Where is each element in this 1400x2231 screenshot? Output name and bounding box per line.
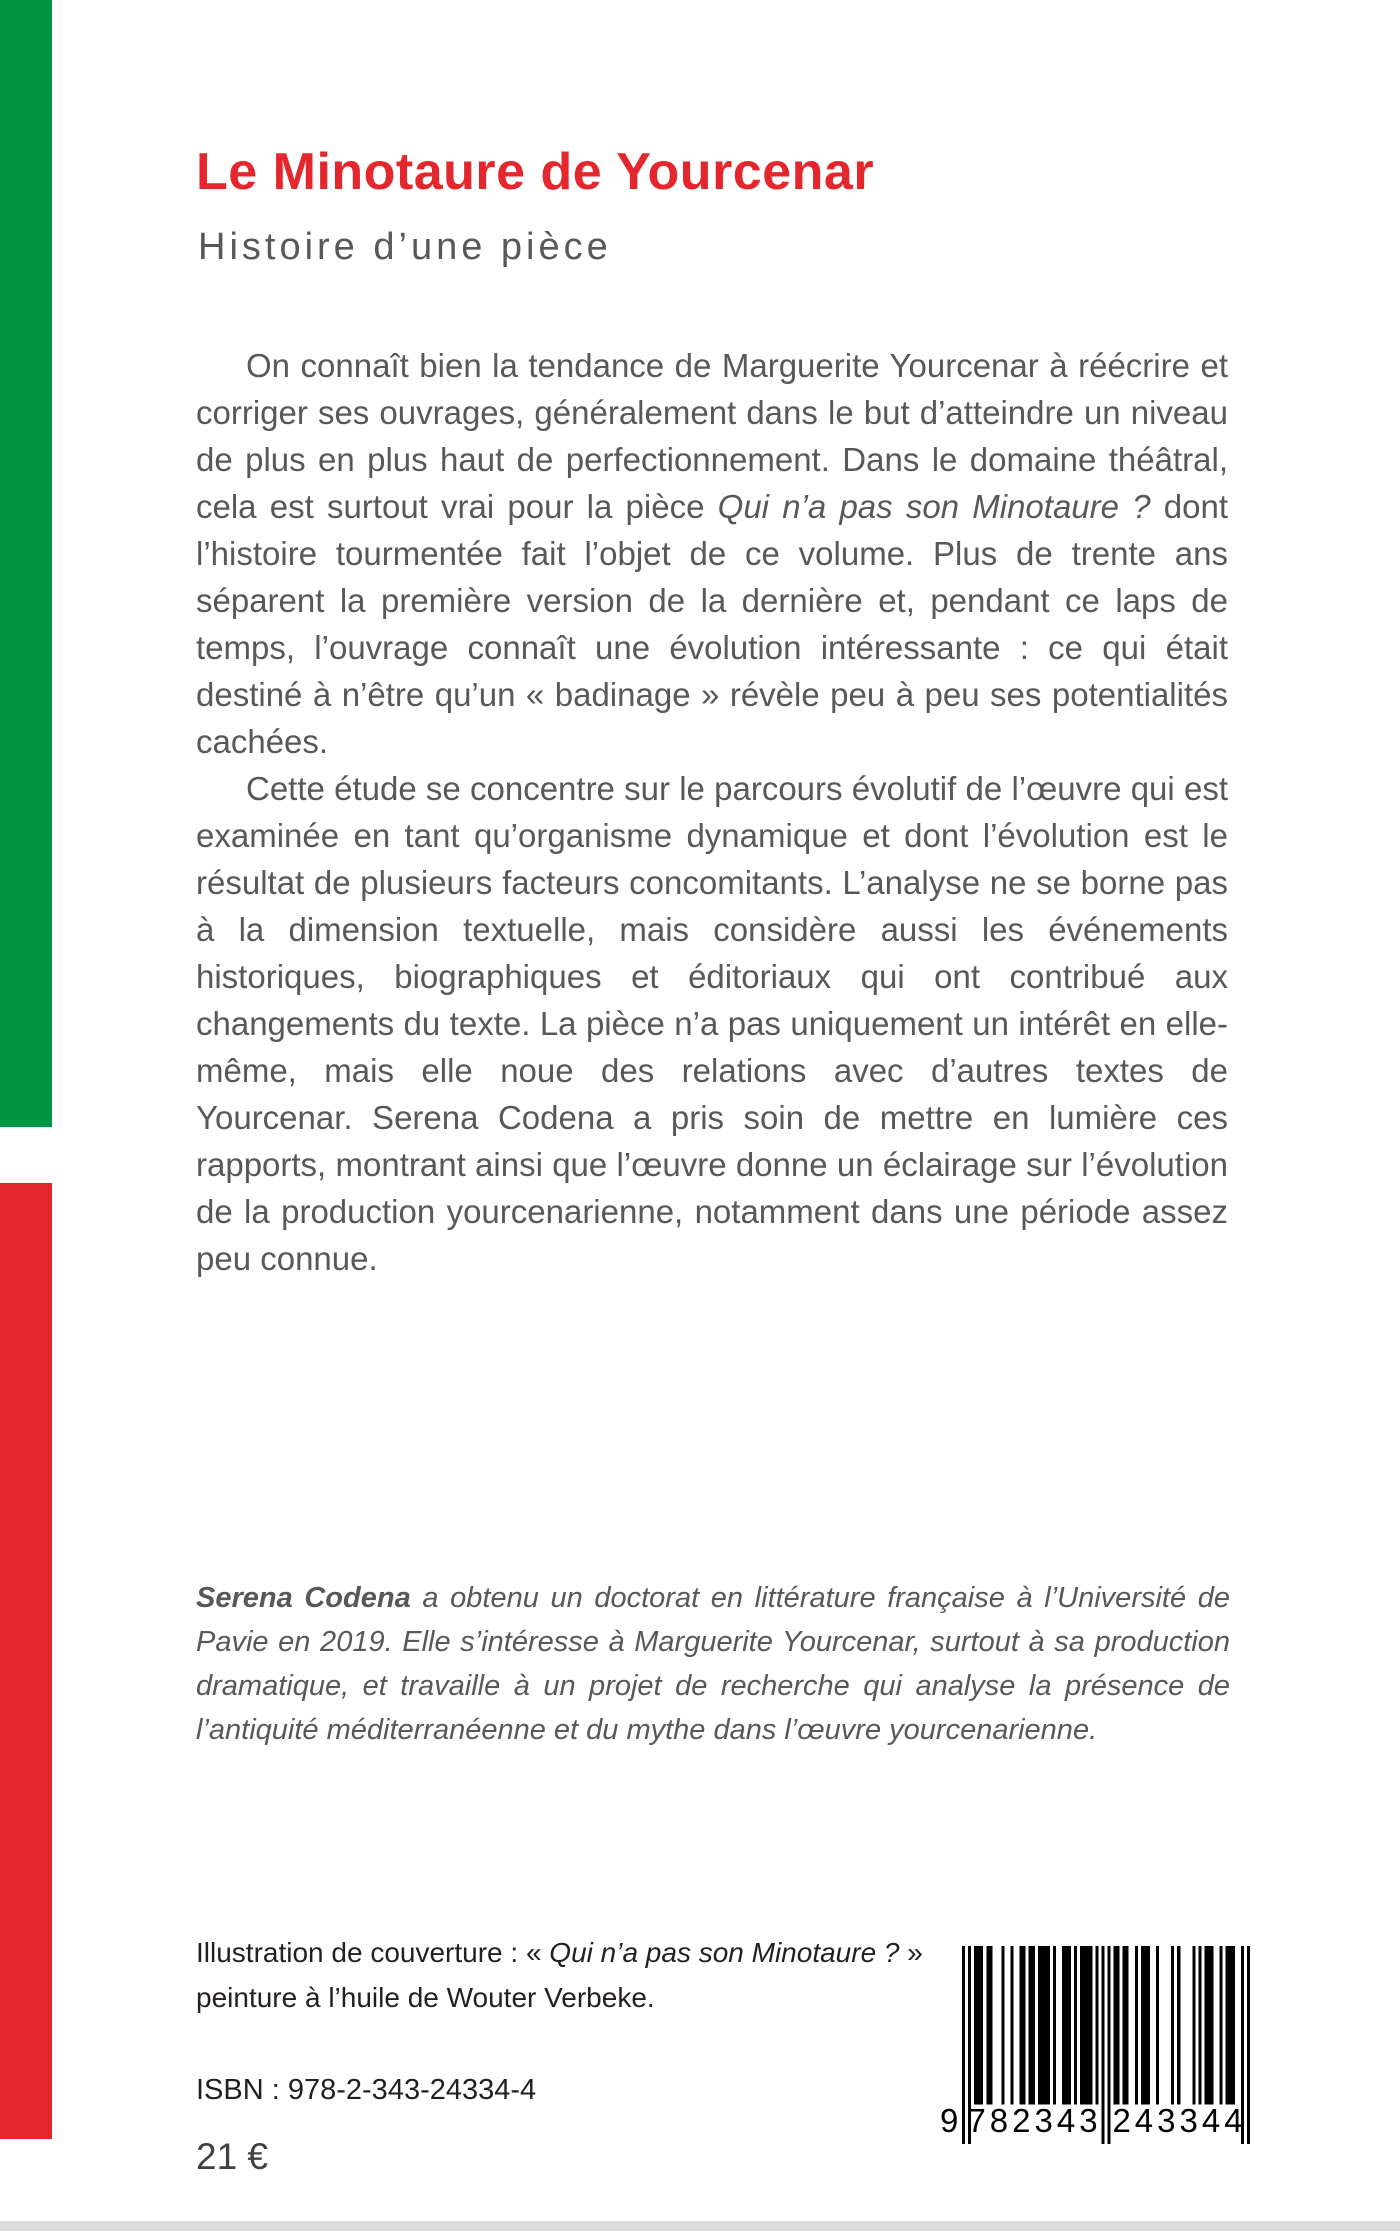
illustration-credit-play-title: Qui n’a pas son Minotaure ? [549,1937,900,1968]
illustration-credit-suffix: » [899,1937,923,1968]
blurb-paragraph-1 [196,342,1228,765]
page-bottom-edge [0,2221,1400,2231]
illustration-credit-line2: peinture à l’huile de Wouter Verbeke. [196,1982,655,2013]
barcode-digits-left: 782343 [967,2102,1102,2139]
blurb-paragraph-2: Cette étude se concentre sur le parcours évolutif de l’œuvre qui est examinée en tant qu’organisme dynamique et dont l’évolution est le résultat de plusieurs facteurs concomitants. L’analyse ne se borne pas à la dimension textuelle, mais considère aussi les événements historiques, biographiques et éditoriaux qui ont contribué aux changements du texte. La pièce n’a pas uniquement un intérêt en elle-même, mais elle noue des relations avec d’autres textes de Yourcenar. Serena Codena a pris soin de mettre en lumière ces rapports, montrant ainsi que l’œuvre donne un éclairage sur l’évolution de la production yourcenarienne, notamment dans une période assez peu connue. [196,770,1228,1277]
barcode-digits-right: 243344 [1112,2102,1247,2139]
author-bio [196,1576,1230,1752]
illustration-credit [196,1930,923,2020]
barcode [940,1946,1252,2160]
blurb-p1-tail: dont l’histoire tourmentée fait l’objet de ce volume. Plus de trente ans séparent la première version de la dernière et, pendant ce laps de temps, l’ouvrage connaît une évolution intéressante : ce qui était destiné à n’être qu’un « badinage » révèle peu à peu ses potentialités cachées. [196,488,1228,760]
illustration-credit-prefix: Illustration de couverture : « [196,1937,550,1968]
author-name: Serena Codena [196,1582,411,1614]
isbn-label: ISBN : 978-2-343-24334-4 [196,2074,537,2106]
barcode-digit-lead: 9 [940,2102,959,2139]
blurb-p1-lead: On connaît bien la tendance de Marguerite Yourcenar à réécrire et corriger ses ouvrages, généralement dans le but d’atteindre un niveau de plus en plus haut de perfectionnement. Dans le domaine théâtral, cela est surtout vrai pour la pièce [196,347,1228,525]
flag-stripe-green [0,0,52,1127]
price-label: 21 € [196,2136,269,2177]
book-subtitle: Histoire d’une pièce [198,226,612,268]
blurb-p1-play-title: Qui n’a pas son Minotaure ? [717,488,1151,525]
book-title: Le Minotaure de Yourcenar [196,143,875,201]
blurb [196,342,1228,1282]
illustration-credit-line1 [196,1930,923,1975]
flag-stripe-red [0,1183,52,2139]
barcode-digits [940,2102,1252,2140]
author-bio-text: a obtenu un doctorat en littérature française à l’Université de Pavie en 2019. Elle s’intéresse à Marguerite Yourcenar, surtout à sa production dramatique, et travaille à un projet de recherche qui analyse la présence de l’antiquité méditerranéenne et du mythe dans l’œuvre yourcenarienne. [196,1582,1230,1746]
